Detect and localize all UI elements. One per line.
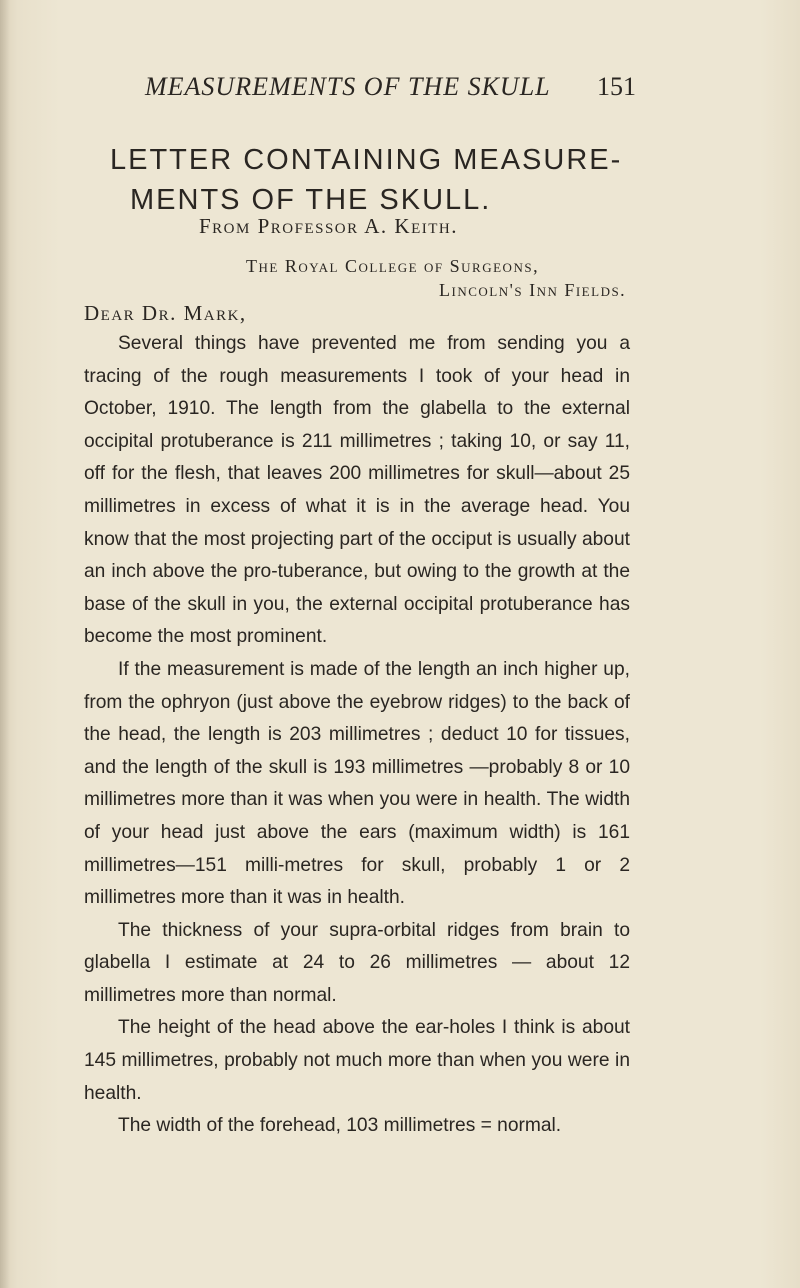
paragraph: The height of the head above the ear-holes I think is about 145 millimetres, probably not much more than when you were in health. (84, 1017, 630, 1104)
salutation: Dear Dr. Mark, (84, 301, 247, 325)
paragraph: The thickness of your supra-orbital ridges from brain to glabella I estimate at 24 to 26 millimetres — about 12 millimetres more than normal. (84, 919, 630, 1006)
paragraph: If the measurement is made of the length an inch higher up, from the ophryon (just above the eyebrow ridges) to the back of the head, the length is 203 millimetres ; deduct 10 for tissues, and the length of the skull is 193 millimetres —probably 8 or 10 millimetres more than it was when you were in health. The width of your head just above the ears (maximum width) is 161 millimetres—151 milli-metres for skull, probably 1 or 2 millimetres more than it was in health. (84, 658, 630, 909)
running-header-title: MEASUREMENTS OF THE SKULL (145, 72, 551, 101)
page-number: 151 (597, 72, 636, 101)
address-line-2: Lincoln's Inn Fields. (439, 280, 627, 300)
letter-body (84, 328, 630, 1143)
letter-title (110, 140, 670, 220)
paragraph: The width of the forehead, 103 millimetres = normal. (118, 1115, 562, 1137)
title-line-2: MENTS OF THE SKULL. (130, 184, 492, 216)
page-edge-shadow (0, 0, 10, 1288)
paragraph: Several things have prevented me from sending you a tracing of the rough measurements I took of your head in October, 1910. The length from the glabella to the external occipital protuberance is 211 millimetres ; taking 10, or say 11, off for the flesh, that leaves 200 millimetres for skull—about 25 millimetres in excess of what it is in the average head. You know that the most projecting part of the occiput is usually about an inch above the pro-tuberance, but owing to the growth at the base of the skull in you, the external occipital protuberance has become the most prominent. (84, 333, 630, 648)
address-line-1: The Royal College of Surgeons, (246, 256, 540, 276)
byline: From Professor A. Keith. (199, 214, 458, 238)
title-line-1: LETTER CONTAINING MEASURE- (110, 144, 623, 176)
